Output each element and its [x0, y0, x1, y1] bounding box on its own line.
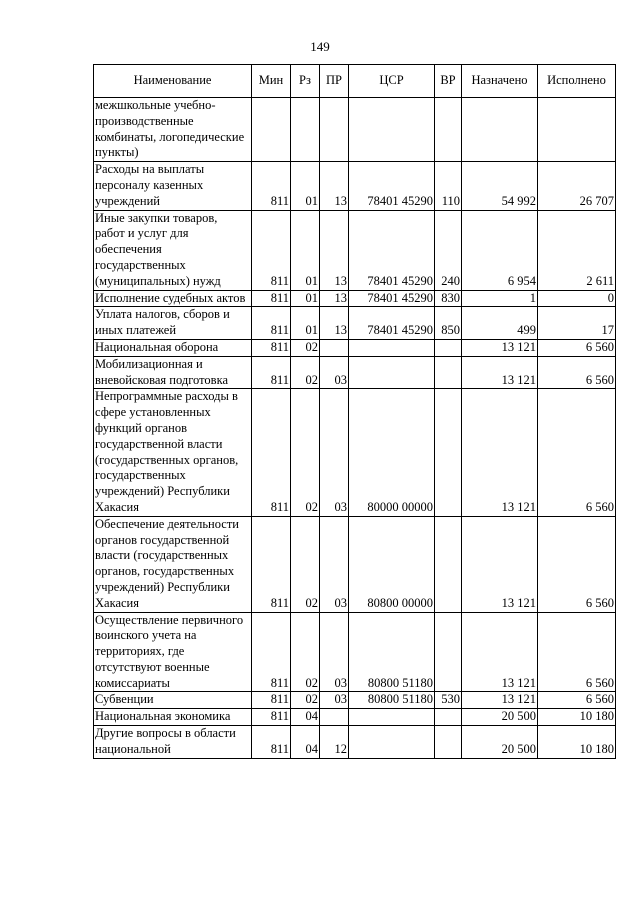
table-row — [94, 726, 616, 759]
cell-assigned: 1 — [462, 290, 538, 307]
cell-min — [252, 98, 291, 162]
cell-vr: 830 — [435, 290, 462, 307]
cell-executed: 17 — [538, 307, 616, 340]
header-name: Наименование — [94, 65, 252, 98]
cell-rz: 04 — [291, 726, 320, 759]
cell-min: 811 — [252, 210, 291, 290]
cell-assigned: 54 992 — [462, 162, 538, 210]
cell-rz — [291, 98, 320, 162]
cell-min: 811 — [252, 389, 291, 516]
cell-min: 811 — [252, 290, 291, 307]
page-number: 149 — [310, 39, 330, 54]
cell-assigned: 13 121 — [462, 692, 538, 709]
cell-executed: 0 — [538, 290, 616, 307]
header-assigned: Назначено — [462, 65, 538, 98]
cell-vr: 110 — [435, 162, 462, 210]
cell-pr: 03 — [320, 356, 349, 389]
cell-assigned: 13 121 — [462, 612, 538, 692]
cell-min: 811 — [252, 339, 291, 356]
cell-executed: 6 560 — [538, 612, 616, 692]
table-row — [94, 356, 616, 389]
table-row — [94, 98, 616, 162]
cell-name: Исполнение судебных актов — [94, 290, 252, 307]
cell-rz: 02 — [291, 356, 320, 389]
cell-assigned: 13 121 — [462, 389, 538, 516]
cell-pr — [320, 98, 349, 162]
cell-name: Другие вопросы в области национальной — [94, 726, 252, 759]
cell-min: 811 — [252, 307, 291, 340]
cell-name: Субвенции — [94, 692, 252, 709]
cell-pr — [320, 339, 349, 356]
cell-vr: 240 — [435, 210, 462, 290]
table-row — [94, 162, 616, 210]
cell-min: 811 — [252, 692, 291, 709]
header-pr: ПР — [320, 65, 349, 98]
cell-pr: 03 — [320, 516, 349, 612]
cell-csr: 80000 00000 — [349, 389, 435, 516]
cell-vr — [435, 356, 462, 389]
cell-csr: 78401 45290 — [349, 290, 435, 307]
cell-csr: 80800 00000 — [349, 516, 435, 612]
cell-name: Национальная оборона — [94, 339, 252, 356]
cell-executed: 6 560 — [538, 516, 616, 612]
cell-rz: 01 — [291, 162, 320, 210]
cell-vr: 530 — [435, 692, 462, 709]
cell-executed: 6 560 — [538, 339, 616, 356]
header-min: Мин — [252, 65, 291, 98]
cell-executed: 10 180 — [538, 726, 616, 759]
cell-vr — [435, 516, 462, 612]
table-row — [94, 339, 616, 356]
cell-vr — [435, 98, 462, 162]
cell-rz: 01 — [291, 307, 320, 340]
cell-min: 811 — [252, 612, 291, 692]
cell-executed: 10 180 — [538, 709, 616, 726]
cell-pr: 13 — [320, 162, 349, 210]
cell-min: 811 — [252, 356, 291, 389]
cell-csr: 78401 45290 — [349, 210, 435, 290]
cell-pr: 12 — [320, 726, 349, 759]
cell-csr: 80800 51180 — [349, 692, 435, 709]
cell-min: 811 — [252, 516, 291, 612]
cell-rz: 02 — [291, 516, 320, 612]
cell-executed — [538, 98, 616, 162]
cell-pr: 13 — [320, 290, 349, 307]
cell-pr — [320, 709, 349, 726]
header-vr: ВР — [435, 65, 462, 98]
cell-name: Осуществление первичного воинского учета на территориях, где отсутствуют военные комиссариаты — [94, 612, 252, 692]
cell-rz: 04 — [291, 709, 320, 726]
cell-executed: 2 611 — [538, 210, 616, 290]
cell-vr — [435, 612, 462, 692]
table-row — [94, 210, 616, 290]
table-row — [94, 389, 616, 516]
cell-name: Иные закупки товаров, работ и услуг для обеспечения государственных (муниципальных) нужд — [94, 210, 252, 290]
table-row — [94, 692, 616, 709]
cell-name: Непрограммные расходы в сфере установленных функций органов государственной власти (государственных органов, государственных учреждений) Республики Хакасия — [94, 389, 252, 516]
cell-rz: 01 — [291, 290, 320, 307]
cell-pr: 03 — [320, 612, 349, 692]
cell-assigned: 13 121 — [462, 339, 538, 356]
cell-executed: 6 560 — [538, 692, 616, 709]
budget-table — [93, 64, 616, 759]
cell-name: Мобилизационная и вневойсковая подготовка — [94, 356, 252, 389]
cell-vr — [435, 726, 462, 759]
cell-assigned: 13 121 — [462, 516, 538, 612]
table-row — [94, 290, 616, 307]
cell-vr: 850 — [435, 307, 462, 340]
cell-assigned: 499 — [462, 307, 538, 340]
cell-name: межшкольные учебно-производственные комбинаты, логопедические пункты) — [94, 98, 252, 162]
table-row — [94, 516, 616, 612]
cell-pr: 13 — [320, 307, 349, 340]
cell-vr — [435, 709, 462, 726]
cell-executed: 6 560 — [538, 356, 616, 389]
cell-name: Уплата налогов, сборов и иных платежей — [94, 307, 252, 340]
cell-assigned: 20 500 — [462, 726, 538, 759]
cell-executed: 26 707 — [538, 162, 616, 210]
cell-csr — [349, 98, 435, 162]
cell-assigned: 20 500 — [462, 709, 538, 726]
cell-csr — [349, 709, 435, 726]
cell-executed: 6 560 — [538, 389, 616, 516]
table-row — [94, 709, 616, 726]
cell-csr — [349, 356, 435, 389]
cell-rz: 02 — [291, 692, 320, 709]
cell-rz: 02 — [291, 339, 320, 356]
cell-csr: 78401 45290 — [349, 307, 435, 340]
cell-rz: 02 — [291, 389, 320, 516]
cell-csr: 80800 51180 — [349, 612, 435, 692]
cell-pr: 13 — [320, 210, 349, 290]
cell-assigned: 13 121 — [462, 356, 538, 389]
cell-name: Расходы на выплаты персоналу казенных учреждений — [94, 162, 252, 210]
cell-csr — [349, 726, 435, 759]
header-rz: Рз — [291, 65, 320, 98]
cell-vr — [435, 339, 462, 356]
cell-rz: 01 — [291, 210, 320, 290]
cell-csr: 78401 45290 — [349, 162, 435, 210]
table-row — [94, 612, 616, 692]
cell-rz: 02 — [291, 612, 320, 692]
header-csr: ЦСР — [349, 65, 435, 98]
cell-csr — [349, 339, 435, 356]
table-header-row — [94, 65, 616, 98]
cell-pr: 03 — [320, 389, 349, 516]
cell-name: Обеспечение деятельности органов государственной власти (государственных органов, государственных учреждений) Республики Хакасия — [94, 516, 252, 612]
table-row — [94, 307, 616, 340]
cell-min: 811 — [252, 162, 291, 210]
cell-vr — [435, 389, 462, 516]
cell-assigned — [462, 98, 538, 162]
cell-min: 811 — [252, 726, 291, 759]
cell-min: 811 — [252, 709, 291, 726]
cell-pr: 03 — [320, 692, 349, 709]
cell-assigned: 6 954 — [462, 210, 538, 290]
header-executed: Исполнено — [538, 65, 616, 98]
cell-name: Национальная экономика — [94, 709, 252, 726]
